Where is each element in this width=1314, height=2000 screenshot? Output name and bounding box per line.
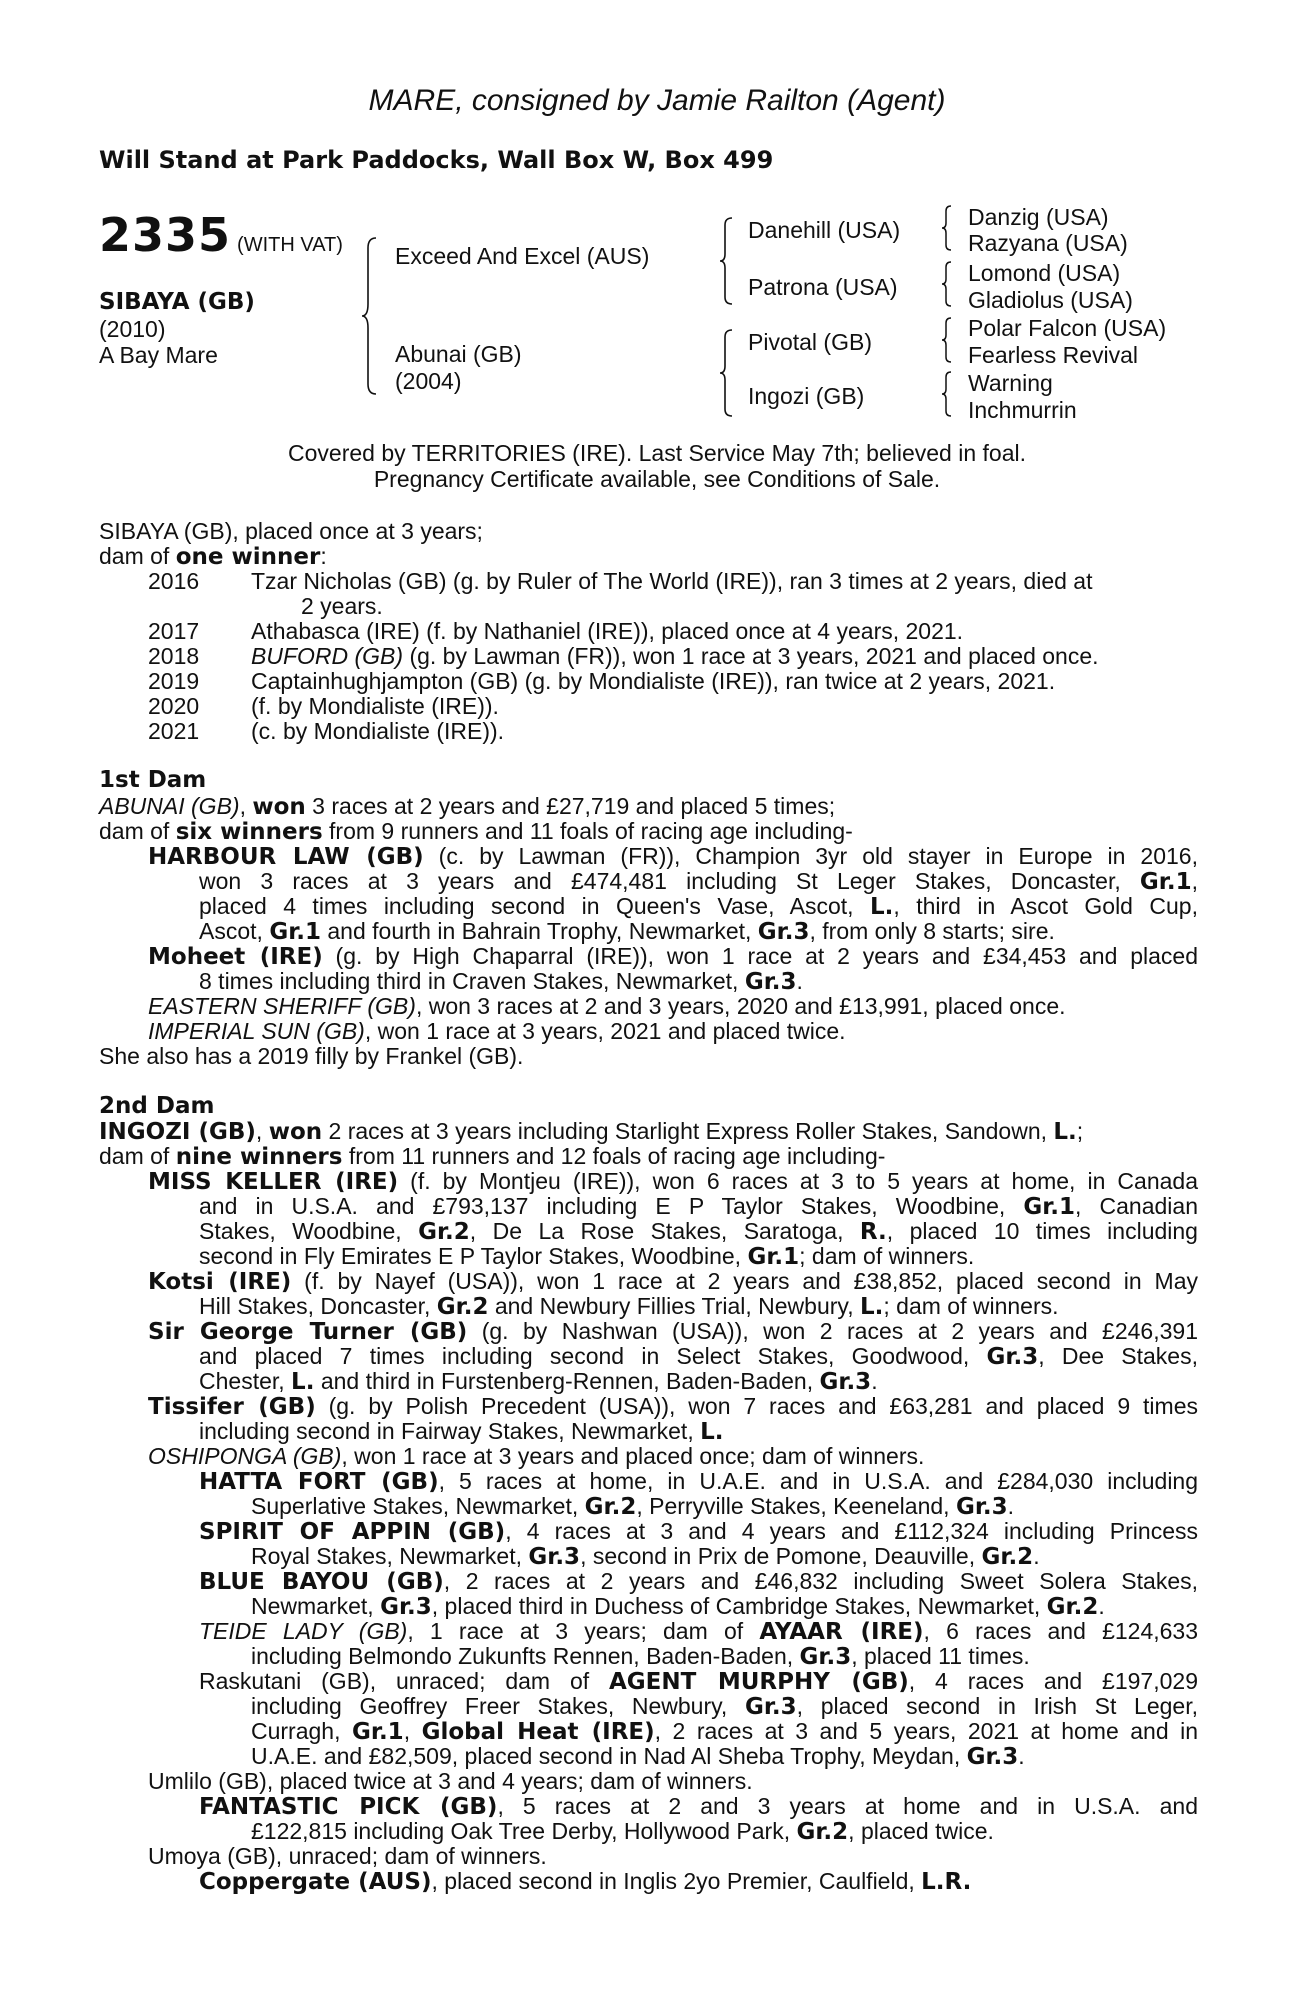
raskutani-entry-line2: including Geoffrey Freer Stakes, Newbury, Gr.3, placed second in Irish St Leger, [251, 1693, 1199, 1720]
sir-george-turner-entry-line3: Chester, L. and third in Furstenberg-Rennen, Baden-Baden, Gr.3. [199, 1368, 878, 1395]
kotsi-entry-line2: Hill Stakes, Doncaster, Gr.2 and Newbury Fillies Trial, Newbury, L.; dam of winners. [199, 1293, 1059, 1320]
produce-entry: BUFORD (GB) (g. by Lawman (FR)), won 1 race at 3 years, 2021 and placed once. [251, 643, 1099, 669]
pedigree-dam-dam: Ingozi (GB) [748, 383, 865, 409]
consignor-title: MARE, consigned by Jamie Railton (Agent) [368, 84, 946, 117]
eastern-sheriff-entry: EASTERN SHERIFF (GB), won 3 races at 2 and 3 years, 2020 and £13,991, placed once. [148, 993, 1066, 1019]
umoya-entry: Umoya (GB), unraced; dam of winners. [148, 1843, 547, 1869]
pedigree-brace-sire [718, 216, 736, 306]
pedigree-g2: Razyana (USA) [968, 230, 1128, 256]
pedigree-g6: Fearless Revival [968, 342, 1138, 368]
teide-lady-entry: TEIDE LADY (GB), 1 race at 3 years; dam of AYAAR (IRE), 6 races and £124,633 [199, 1618, 1199, 1645]
harbour-law-entry-line2: won 3 races at 3 years and £474,481 including St Leger Stakes, Doncaster, Gr.1, [199, 868, 1198, 895]
produce-intro: SIBAYA (GB), placed once at 3 years; [99, 518, 483, 544]
produce-entry: Captainhughjampton (GB) (g. by Mondialiste (IRE)), ran twice at 2 years, 2021. [251, 668, 1056, 694]
hatta-fort-entry: HATTA FORT (GB), 5 races at home, in U.A.E. and in U.S.A. and £284,030 including [199, 1468, 1199, 1495]
coppergate-entry: Coppergate (AUS), placed second in Inglis 2yo Premier, Caulfield, L.R. [199, 1868, 972, 1895]
produce-year: 2016 [148, 568, 200, 594]
pregnancy-note: Pregnancy Certificate available, see Conditions of Sale. [373, 466, 941, 492]
pedigree-g5: Polar Falcon (USA) [968, 315, 1167, 341]
harbour-law-entry-line3: placed 4 times including second in Queen's Vase, Ascot, L., third in Ascot Gold Cup, [199, 893, 1198, 920]
lot-number-block [99, 208, 343, 262]
pedigree-g1: Danzig (USA) [968, 204, 1109, 230]
pedigree-sire-dam: Patrona (USA) [748, 274, 898, 300]
umlilo-entry: Umlilo (GB), placed twice at 3 and 4 years; dam of winners. [148, 1768, 753, 1794]
fantastic-pick-entry-line2: £122,815 including Oak Tree Derby, Hollywood Park, Gr.2, placed twice. [251, 1818, 994, 1845]
miss-keller-entry: MISS KELLER (IRE) (f. by Montjeu (IRE)), won 6 races at 3 to 5 years at home, in Canada [148, 1168, 1198, 1195]
pedigree-g7: Warning [968, 370, 1053, 396]
pedigree-brace-main [360, 236, 380, 396]
blue-bayou-entry: BLUE BAYOU (GB), 2 races at 2 years and £46,832 including Sweet Solera Stakes, [199, 1568, 1198, 1595]
pedigree-sire: Exceed And Excel (AUS) [395, 243, 650, 269]
horse-name: SIBAYA (GB) [99, 289, 255, 315]
pedigree-g8: Inchmurrin [968, 397, 1077, 423]
pedigree-brace-g3 [940, 316, 954, 364]
pedigree-dam: Abunai (GB) [395, 341, 522, 367]
produce-year: 2019 [148, 668, 200, 694]
horse-description: A Bay Mare [99, 342, 218, 368]
oshiponga-entry: OSHIPONGA (GB), won 1 race at 3 years and placed once; dam of winners. [148, 1443, 925, 1469]
moheet-entry: Moheet (IRE) (g. by High Chaparral (IRE)), won 1 race at 2 years and £34,453 and placed [148, 943, 1198, 970]
produce-year: 2020 [148, 693, 200, 719]
second-dam-record: INGOZI (GB), won 2 races at 3 years including Starlight Express Roller Stakes, Sandown, L.; [99, 1118, 1084, 1145]
harbour-law-entry: HARBOUR LAW (GB) (c. by Lawman (FR)), Champion 3yr old stayer in Europe in 2016, [148, 843, 1198, 870]
pedigree-brace-dam [718, 328, 736, 418]
raskutani-entry: Raskutani (GB), unraced; dam of AGENT MURPHY (GB), 4 races and £197,029 [199, 1668, 1198, 1695]
spirit-of-appin-entry: SPIRIT OF APPIN (GB), 4 races at 3 and 4 years and £112,324 including Princess [199, 1518, 1198, 1545]
pedigree-brace-g4 [940, 370, 954, 418]
pedigree-dam-year: (2004) [395, 368, 462, 394]
tissifer-entry: Tissifer (GB) (g. by Polish Precedent (USA)), won 7 races and £63,281 and placed 9 times [148, 1393, 1198, 1420]
miss-keller-entry-line3: Stakes, Woodbine, Gr.2, De La Rose Stakes, Saratoga, R., placed 10 times including [199, 1218, 1198, 1245]
pedigree-sire-sire: Danehill (USA) [748, 217, 901, 243]
pedigree-dam-sire: Pivotal (GB) [748, 329, 872, 355]
tissifer-entry-line2: including second in Fairway Stakes, Newmarket, L. [199, 1418, 724, 1445]
produce-entry: Tzar Nicholas (GB) (g. by Ruler of The World (IRE)), ran 3 times at 2 years, died at [251, 568, 1093, 594]
second-dam-heading: 2nd Dam [99, 1093, 215, 1119]
hatta-fort-entry-line2: Superlative Stakes, Newmarket, Gr.2, Perryville Stakes, Keeneland, Gr.3. [251, 1493, 1015, 1520]
produce-intro-dam-of: dam of one winner: [99, 543, 327, 570]
produce-entry-cont: 2 years. [301, 593, 383, 619]
fantastic-pick-entry: FANTASTIC PICK (GB), 5 races at 2 and 3 years at home and in U.S.A. and [199, 1793, 1198, 1820]
pedigree-g3: Lomond (USA) [968, 260, 1121, 286]
sir-george-turner-entry: Sir George Turner (GB) (g. by Nashwan (USA)), won 2 races at 2 years and £246,391 [148, 1318, 1198, 1345]
produce-entry: Athabasca (IRE) (f. by Nathaniel (IRE)), placed once at 4 years, 2021. [251, 618, 964, 644]
vat-note: (WITH VAT) [237, 234, 343, 256]
imperial-sun-entry: IMPERIAL SUN (GB), won 1 race at 3 years, 2021 and placed twice. [148, 1018, 846, 1044]
produce-year: 2021 [148, 718, 200, 744]
teide-lady-entry-line2: including Belmondo Zukunfts Rennen, Baden-Baden, Gr.3, placed 11 times. [251, 1643, 1030, 1670]
sir-george-turner-entry-line2: and placed 7 times including second in Select Stakes, Goodwood, Gr.3, Dee Stakes, [199, 1343, 1198, 1370]
kotsi-entry: Kotsi (IRE) (f. by Nayef (USA)), won 1 race at 2 years and £38,852, placed second in May [148, 1268, 1198, 1295]
first-dam-also-note: She also has a 2019 filly by Frankel (GB). [99, 1043, 524, 1069]
blue-bayou-entry-line2: Newmarket, Gr.3, placed third in Duchess of Cambridge Stakes, Newmarket, Gr.2. [251, 1593, 1105, 1620]
produce-entry: (c. by Mondialiste (IRE)). [251, 718, 505, 744]
first-dam-record: ABUNAI (GB), won 3 races at 2 years and £27,719 and placed 5 times; [99, 793, 836, 820]
pedigree-brace-g2 [940, 260, 954, 308]
miss-keller-entry-line2: and in U.S.A. and £793,137 including E P Taylor Stakes, Woodbine, Gr.1, Canadian [199, 1193, 1199, 1220]
raskutani-entry-line4: U.A.E. and £82,509, placed second in Nad Al Sheba Trophy, Meydan, Gr.3. [251, 1743, 1025, 1770]
covered-note: Covered by TERRITORIES (IRE). Last Service May 7th; believed in foal. [288, 440, 1026, 466]
first-dam-produce-summary: dam of six winners from 9 runners and 11 foals of racing age including- [99, 818, 853, 845]
horse-year: (2010) [99, 316, 166, 342]
first-dam-heading: 1st Dam [99, 767, 207, 793]
stand-location: Will Stand at Park Paddocks, Wall Box W, Box 499 [99, 146, 774, 174]
moheet-entry-line2: 8 times including third in Craven Stakes, Newmarket, Gr.3. [199, 968, 803, 995]
harbour-law-entry-line4: Ascot, Gr.1 and fourth in Bahrain Trophy, Newmarket, Gr.3, from only 8 starts; sire. [199, 918, 1055, 945]
produce-year: 2018 [148, 643, 200, 669]
miss-keller-entry-line4: second in Fly Emirates E P Taylor Stakes, Woodbine, Gr.1; dam of winners. [199, 1243, 975, 1270]
spirit-of-appin-entry-line2: Royal Stakes, Newmarket, Gr.3, second in Prix de Pomone, Deauville, Gr.2. [251, 1543, 1040, 1570]
produce-year: 2017 [148, 618, 200, 644]
lot-number: 2335 [99, 208, 232, 262]
pedigree-brace-g1 [940, 204, 954, 252]
produce-entry: (f. by Mondialiste (IRE)). [251, 693, 499, 719]
second-dam-produce-summary: dam of nine winners from 11 runners and 12 foals of racing age including- [99, 1143, 886, 1170]
pedigree-g4: Gladiolus (USA) [968, 287, 1133, 313]
raskutani-entry-line3: Curragh, Gr.1, Global Heat (IRE), 2 races at 3 and 5 years, 2021 at home and in [251, 1718, 1199, 1745]
